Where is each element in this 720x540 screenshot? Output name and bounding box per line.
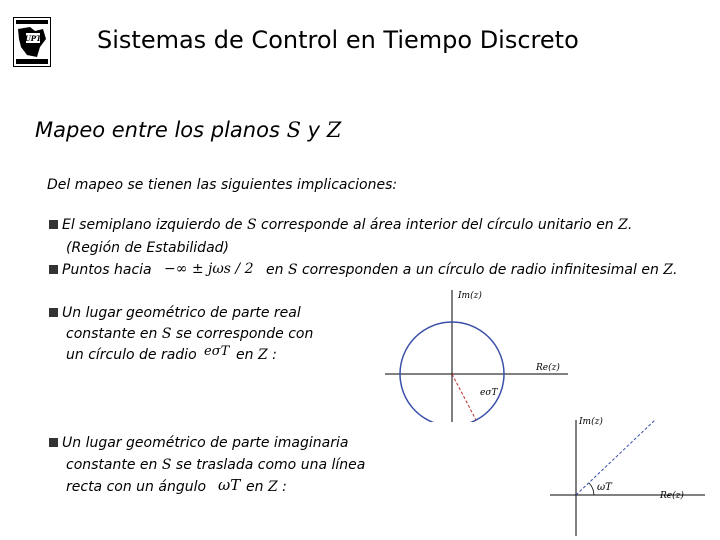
bullet-4: [49, 434, 348, 452]
angle-label: ωT: [597, 482, 612, 493]
svg-text:UPT: UPT: [24, 34, 42, 43]
bullet-4-line2-before: constante en: [66, 457, 162, 473]
bullet-3-line1: Un lugar geométrico de parte real: [62, 305, 301, 321]
bullet-3-line3: un círculo de radio: [66, 347, 197, 363]
bullet-1-z: Z: [618, 217, 628, 233]
bullet-2-before: Puntos hacia: [62, 262, 152, 278]
bullet-1: [49, 216, 632, 234]
bullet-2-rest: [266, 261, 677, 279]
bullet-4-formula: ωT: [218, 476, 241, 494]
bullet-3-line3-rest: [236, 346, 277, 364]
bullet-square-icon: [49, 438, 58, 447]
bullet-4-z: Z: [267, 479, 278, 495]
bullet-3-line2-after: se corresponde con: [171, 326, 314, 342]
bullet-4-line1: Un lugar geométrico de parte imaginaria: [62, 435, 349, 451]
bullet-4-line3-rest: [246, 478, 287, 496]
slide-subtitle: [35, 118, 341, 142]
bullet-4-line3-middle: en: [246, 479, 268, 495]
bullet-1-after: .: [627, 217, 633, 233]
bullet-2-end: .: [673, 262, 678, 278]
bullet-square-icon: [49, 265, 58, 274]
bullet-square-icon: [49, 308, 58, 317]
page-title: Sistemas de Control en Tiempo Discreto: [97, 26, 579, 54]
bullet-3-line3-middle: en: [236, 347, 258, 363]
intro-text: Del mapeo se tienen las siguientes implicaciones:: [47, 177, 398, 193]
university-logo: [13, 17, 51, 67]
re-axis-label: Re(z): [536, 363, 560, 373]
bullet-1-s: S: [246, 217, 257, 233]
radius-line: [452, 374, 476, 420]
bullet-1-before: El semiplano izquierdo de: [62, 217, 247, 233]
bullet-3-line3-after: :: [267, 347, 277, 363]
bullet-3-s: S: [161, 326, 172, 342]
radius-label: eσT: [480, 388, 498, 398]
im-axis-label: Im(z): [458, 291, 482, 301]
bullet-3: [49, 304, 301, 322]
subtitle-z: Z: [326, 118, 342, 142]
im-axis-label: Im(z): [579, 417, 603, 427]
z-plane-circle-diagram: [380, 282, 580, 422]
angle-line: [576, 420, 655, 495]
re-axis-label: Re(z): [660, 491, 684, 501]
bullet-3-z: Z: [257, 347, 268, 363]
subtitle-s: S: [286, 118, 301, 142]
bullet-1-line2: (Región de Estabilidad): [66, 240, 229, 256]
bullet-2-z: Z: [663, 262, 674, 278]
bullet-1-middle: corresponde al área interior del círculo unitario en: [256, 217, 619, 233]
bullet-4-line2: [66, 456, 365, 474]
bullet-2-s: S: [287, 262, 298, 278]
bullet-2-after: corresponden a un círculo de radio infinitesimal en: [297, 262, 664, 278]
bullet-4-line3-after: :: [277, 479, 287, 495]
bullet-3-line2-before: constante en: [66, 326, 162, 342]
bullet-square-icon: [49, 220, 58, 229]
bullet-3-line2: [66, 325, 313, 343]
bullet-2: [49, 261, 152, 279]
bullet-3-formula: eσT: [204, 344, 230, 359]
subtitle-prefix: Mapeo entre los planos: [35, 118, 287, 142]
bullet-4-line2-after: se traslada como una línea: [171, 457, 366, 473]
bullet-2-middle: en: [266, 262, 288, 278]
bullet-4-s: S: [161, 457, 172, 473]
subtitle-y: y: [300, 118, 327, 142]
z-plane-angle-diagram: [545, 408, 715, 536]
angle-arc: [589, 483, 594, 495]
bullet-2-formula: −∞ ± jωs / 2: [164, 261, 254, 277]
bullet-4-line3: recta con un ángulo: [66, 479, 207, 495]
